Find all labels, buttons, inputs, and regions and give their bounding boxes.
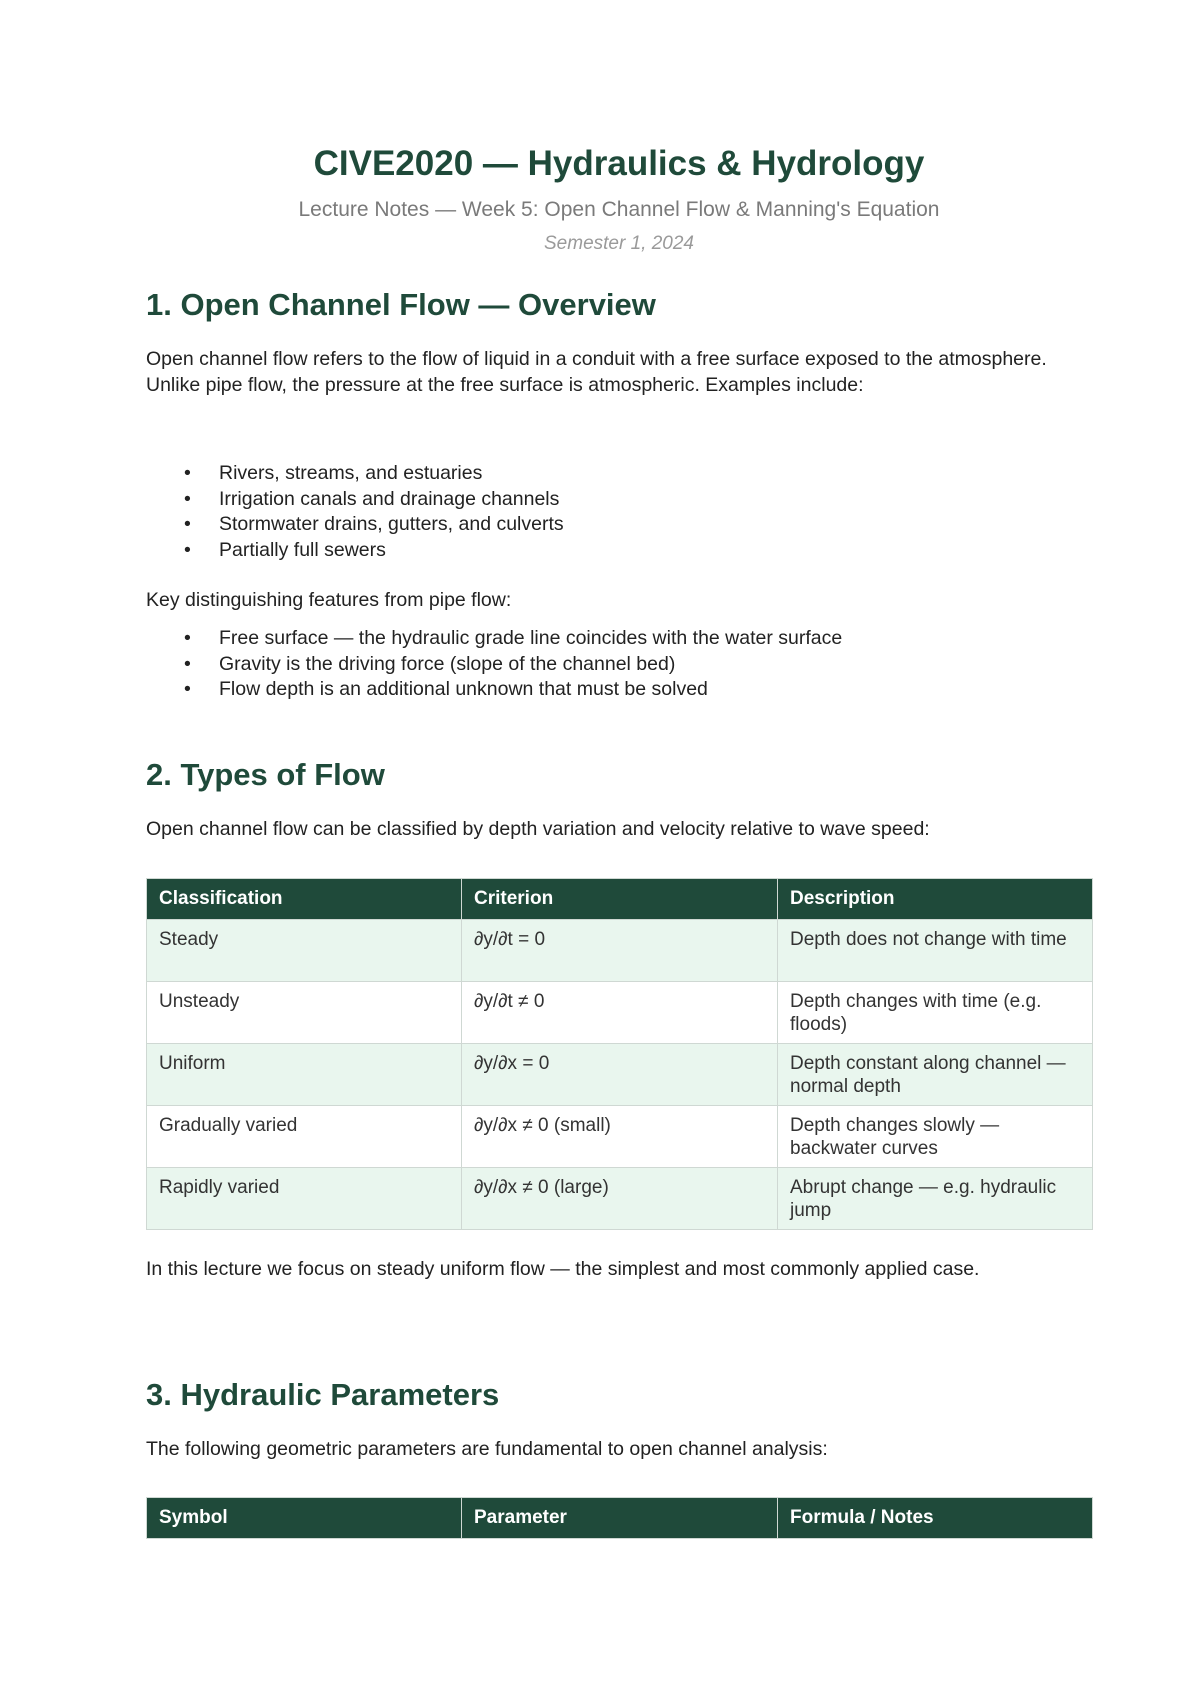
bullet-icon: • xyxy=(184,678,191,700)
table-cell: Depth constant along channel — normal depth xyxy=(778,1044,1093,1106)
list-item: • Flow depth is an additional unknown that must be solved xyxy=(146,677,842,703)
section-3-intro: The following geometric parameters are fundamental to open channel analysis: xyxy=(146,1438,828,1460)
list-item: • Partially full sewers xyxy=(146,538,564,564)
section-1-intro: Open channel flow refers to the flow of liquid in a conduit with a free surface exposed to the atmosphere. Unlike pipe flow, the pressure at the free surface is atmospheric. Examples include: xyxy=(146,348,1047,396)
table-header-row xyxy=(147,1498,1093,1539)
table-row xyxy=(147,1044,1093,1106)
flow-types-table xyxy=(146,878,1093,1230)
section-2-heading: 2. Types of Flow xyxy=(146,757,385,792)
table-row xyxy=(147,1168,1093,1230)
list-item: • Stormwater drains, gutters, and culverts xyxy=(146,512,564,538)
list-item: • Free surface — the hydraulic grade line coincides with the water surface xyxy=(146,626,842,652)
table-cell: Steady xyxy=(147,920,462,982)
table-cell: Uniform xyxy=(147,1044,462,1106)
list-item: • Gravity is the driving force (slope of the channel bed) xyxy=(146,652,842,678)
hydraulic-parameters-table xyxy=(146,1497,1093,1539)
bullet-icon: • xyxy=(184,462,191,484)
document-title: CIVE2020 — Hydraulics & Hydrology xyxy=(313,144,925,183)
table-cell: Rapidly varied xyxy=(147,1168,462,1230)
section-1-heading: 1. Open Channel Flow — Overview xyxy=(146,287,656,322)
table-row xyxy=(147,1106,1093,1168)
column-header: Classification xyxy=(147,879,462,920)
table-cell: Unsteady xyxy=(147,982,462,1044)
table-cell: Depth does not change with time xyxy=(778,920,1093,982)
section-2-outro: In this lecture we focus on steady uniform flow — the simplest and most commonly applied case. xyxy=(146,1258,980,1280)
bullet-icon: • xyxy=(184,652,191,675)
column-header: Criterion xyxy=(462,879,778,920)
list-item: • Rivers, streams, and estuaries xyxy=(146,461,564,487)
column-header: Description xyxy=(778,879,1093,920)
table-cell: Depth changes slowly — backwater curves xyxy=(778,1106,1093,1168)
table-cell: ∂y/∂x ≠ 0 (large) xyxy=(462,1168,778,1230)
table-cell: Gradually varied xyxy=(147,1106,462,1168)
section-2-intro: Open channel flow can be classified by depth variation and velocity relative to wave speed: xyxy=(146,818,930,840)
features-list xyxy=(146,626,842,703)
table-row xyxy=(147,982,1093,1044)
table-cell: Depth changes with time (e.g. floods) xyxy=(778,982,1093,1044)
table-header-row xyxy=(147,879,1093,920)
document-subtitle: Lecture Notes — Week 5: Open Channel Flow & Manning's Equation xyxy=(298,198,940,221)
column-header: Formula / Notes xyxy=(778,1498,1093,1539)
section-3-heading: 3. Hydraulic Parameters xyxy=(146,1377,500,1412)
features-intro: Key distinguishing features from pipe flow: xyxy=(146,589,512,611)
table-cell: ∂y/∂t ≠ 0 xyxy=(462,982,778,1044)
bullet-icon: • xyxy=(184,513,191,535)
bullet-icon: • xyxy=(184,538,191,561)
bullet-icon: • xyxy=(184,627,191,649)
table-cell: ∂y/∂x ≠ 0 (small) xyxy=(462,1106,778,1168)
table-cell: ∂y/∂t = 0 xyxy=(462,920,778,982)
examples-list xyxy=(146,461,564,563)
table-cell: ∂y/∂x = 0 xyxy=(462,1044,778,1106)
column-header: Parameter xyxy=(462,1498,778,1539)
bullet-icon: • xyxy=(184,487,191,510)
table-row xyxy=(147,920,1093,982)
semester-label: Semester 1, 2024 xyxy=(544,233,694,254)
column-header: Symbol xyxy=(147,1498,462,1539)
table-cell: Abrupt change — e.g. hydraulic jump xyxy=(778,1168,1093,1230)
list-item: • Irrigation canals and drainage channels xyxy=(146,487,564,513)
